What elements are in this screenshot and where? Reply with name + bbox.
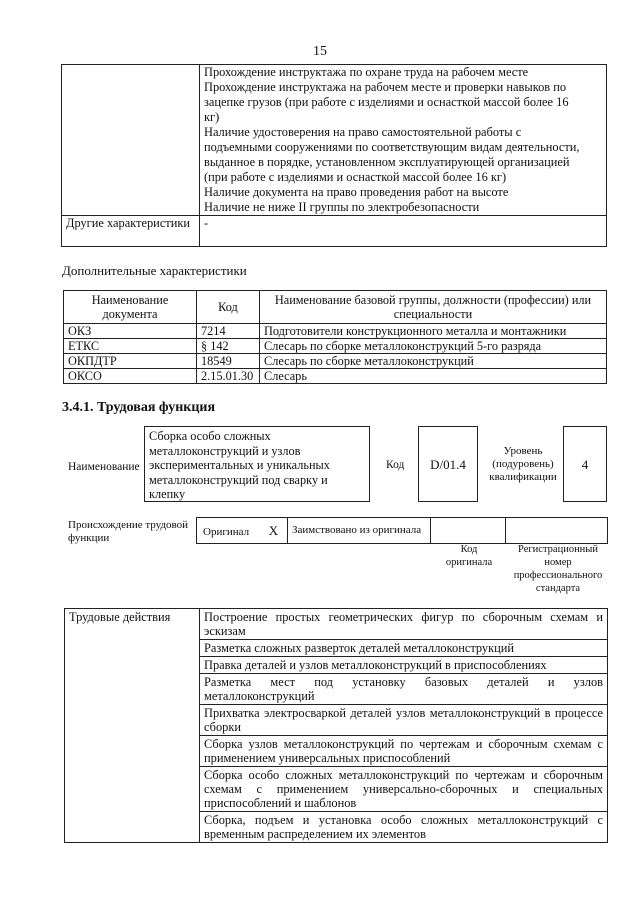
header-document: Наименование документа	[64, 291, 197, 324]
table-row	[64, 324, 607, 339]
action-item: Сборка особо сложных металлоконструкций по чертежам и сборочным схемам с применением универсально-сборочных и специальных приспособлений и шаблонов	[200, 767, 608, 812]
requirement-line: кг)	[204, 110, 220, 124]
code-cell: 7214	[197, 324, 260, 339]
action-item: Разметка мест под установку базовых деталей и узлов металлоконструкций	[200, 674, 608, 705]
original-label: Оригинал	[203, 526, 250, 538]
doc-cell: ЕТКС	[64, 339, 197, 354]
requirement-line: (при работе с изделиями и оснасткой массой более 16 кг)	[204, 170, 507, 184]
labor-actions-label: Трудовые действия	[65, 609, 200, 843]
name-cell: Слесарь по сборке металлоконструкций 5-го разряда	[260, 339, 607, 354]
requirements-table	[61, 64, 607, 247]
requirement-line: Прохождение инструктажа на рабочем месте и проверки навыков по	[204, 80, 567, 94]
name-cell: Подготовители конструкционного металла и монтажники	[260, 324, 607, 339]
requirement-line: Наличие не ниже II группы по электробезопасности	[204, 200, 480, 214]
code-cell: 18549	[197, 354, 260, 369]
table-header-row	[64, 291, 607, 324]
reg-number-caption: Регистрационный номер профессионального стандарта	[513, 544, 603, 594]
requirement-line: Наличие удостоверения на право самостоятельной работы с	[204, 125, 522, 139]
page-number: 15	[313, 44, 327, 59]
name-cell: Слесарь	[260, 369, 607, 384]
table-row	[64, 339, 607, 354]
table-row	[64, 354, 607, 369]
origin-strip	[196, 517, 608, 544]
code-cell: 2.15.01.30	[197, 369, 260, 384]
requirement-line: выданное в порядке, установленном эксплуатирующей организацией	[204, 155, 570, 169]
labor-function-heading: 3.4.1. Трудовая функция	[62, 400, 216, 415]
other-characteristics-value: -	[200, 216, 607, 247]
requirement-line: подъемными сооружениями по соответствующим видам деятельности,	[204, 140, 580, 154]
additional-characteristics-table	[63, 290, 607, 384]
requirement-line: зацепке грузов (при работе с изделиями и оснасткой массой более 16	[204, 95, 569, 109]
reg-number-cell	[505, 518, 607, 544]
doc-cell: ОКСО	[64, 369, 197, 384]
original-cell	[196, 518, 260, 544]
name-label: Наименование	[68, 461, 140, 473]
table-row	[62, 65, 607, 216]
table-row	[64, 369, 607, 384]
level-value-box: 4	[563, 426, 607, 502]
header-code: Код	[197, 291, 260, 324]
original-mark-cell: X	[260, 518, 287, 544]
action-item: Сборка, подъем и установка особо сложных металлоконструкций с временным распределением их элементов	[200, 812, 608, 843]
additional-characteristics-title: Дополнительные характеристики	[62, 263, 247, 278]
function-name-box: Сборка особо сложных металлоконструкций и узлов экспериментальных и уникальных металлоконструкций под сварку и клепку	[144, 426, 370, 502]
borrowed-label: Заимствовано из оригинала	[292, 524, 422, 536]
name-cell: Слесарь по сборке металлоконструкций	[260, 354, 607, 369]
header-group-name: Наименование базовой группы, должности (профессии) или специальности	[260, 291, 607, 324]
doc-cell: ОКПДТР	[64, 354, 197, 369]
requirements-cell	[200, 65, 607, 216]
action-item: Построение простых геометрических фигур по сборочным схемам и эскизам	[200, 609, 608, 640]
origin-label: Происхождение трудовой функции	[68, 519, 189, 544]
other-characteristics-label: Другие характеристики	[62, 216, 200, 247]
borrowed-cell	[287, 518, 430, 544]
code-cell: § 142	[197, 339, 260, 354]
code-label: Код	[386, 459, 405, 471]
action-item: Прихватка электросваркой деталей узлов металлоконструкций в процессе сборки	[200, 705, 608, 736]
action-item: Правка деталей и узлов металлоконструкций в приспособлениях	[200, 657, 608, 674]
doc-cell: ОКЗ	[64, 324, 197, 339]
empty-cell	[62, 65, 200, 216]
action-item: Сборка узлов металлоконструкций по чертежам и сборочным схемам с применением универсальных приспособлений	[200, 736, 608, 767]
table-row	[62, 216, 607, 247]
requirement-line: Прохождение инструктажа по охране труда на рабочем месте	[204, 65, 529, 79]
action-item: Разметка сложных разверток деталей металлоконструкций	[200, 640, 608, 657]
table-row	[65, 609, 608, 640]
labor-actions-table	[64, 608, 608, 843]
code-original-cell	[430, 518, 505, 544]
code-original-caption: Код оригинала	[445, 544, 493, 568]
requirement-line: Наличие документа на право проведения работ на высоте	[204, 185, 509, 199]
function-code-box: D/01.4	[418, 426, 478, 502]
level-label: Уровень (подуровень) квалификации	[489, 445, 557, 483]
